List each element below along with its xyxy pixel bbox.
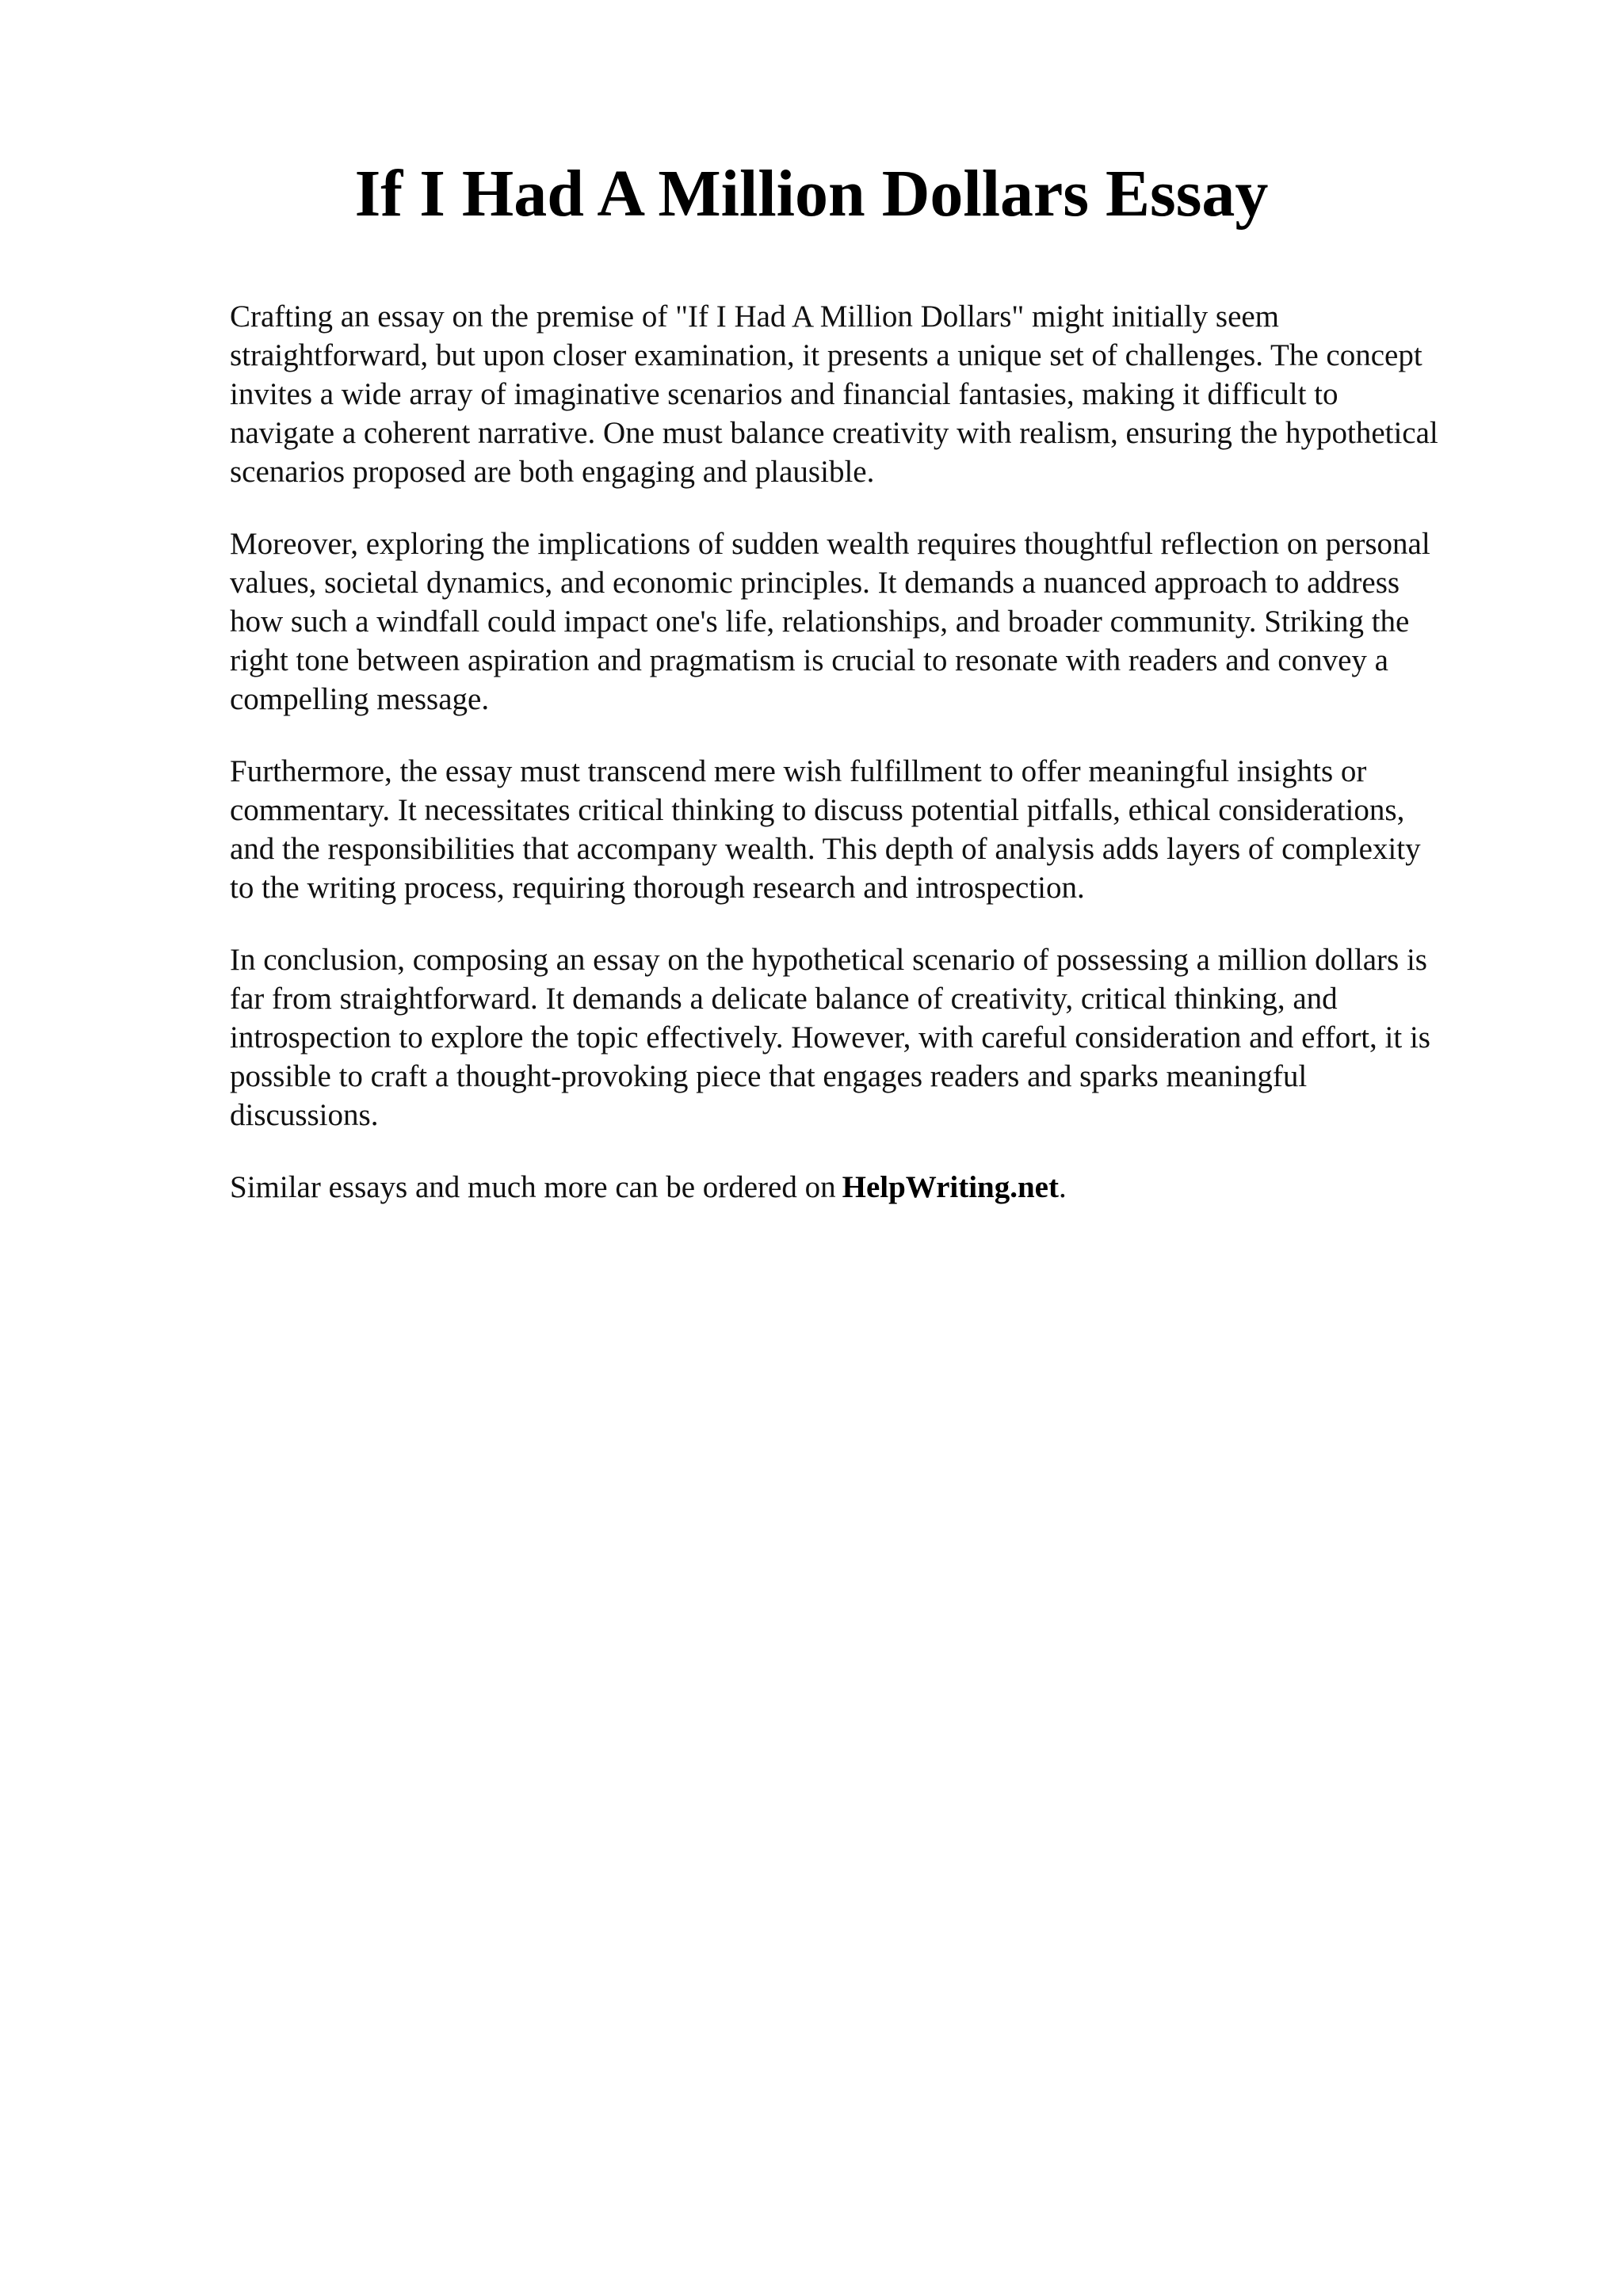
order-cta [230,1168,1522,1207]
text-line: navigate a coherent narrative. One must balance creativity with realism, ensuring the hypothetical [230,416,1438,450]
text-line: and the responsibilities that accompany wealth. This depth of analysis adds layers of complexity [230,832,1421,866]
text-line: straightforward, but upon closer examination, it presents a unique set of challenges. The concept [230,338,1423,372]
text-line: right tone between aspiration and pragmatism is crucial to resonate with readers and convey a [230,643,1388,677]
text-line: introspection to explore the topic effectively. However, with careful consideration and effort, it is [230,1020,1430,1055]
text-line: discussions. [230,1098,379,1132]
text-line: invites a wide array of imaginative scenarios and financial fantasies, making it difficult to [230,377,1338,411]
brand-link[interactable]: HelpWriting.net [842,1170,1059,1204]
paragraph-2 [230,524,1522,719]
paragraph-1 [230,297,1522,491]
text-line: to the writing process, requiring thorough research and introspection. [230,871,1085,905]
text-line: Crafting an essay on the premise of "If I Had A Million Dollars" might initially seem [230,299,1280,334]
text-line: Furthermore, the essay must transcend mere wish fulfillment to offer meaningful insights or [230,754,1367,788]
text-line: Moreover, exploring the implications of sudden wealth requires thoughtful reflection on personal [230,527,1430,561]
text-line: compelling message. [230,682,490,716]
essay-body [230,297,1522,1207]
text-line: scenarios proposed are both engaging and plausible. [230,455,875,489]
paragraph-4 [230,940,1522,1135]
paragraph-3 [230,752,1522,907]
text-line: commentary. It necessitates critical thinking to discuss potential pitfalls, ethical considerations, [230,793,1405,827]
text-line: how such a windfall could impact one's life, relationships, and broader community. Striking the [230,605,1410,639]
cta-text: Similar essays and much more can be ordered on [230,1170,836,1204]
text-line: values, societal dynamics, and economic principles. It demands a nuanced approach to address [230,566,1400,600]
text-line: far from straightforward. It demands a delicate balance of creativity, critical thinking, and [230,982,1338,1016]
text-line: In conclusion, composing an essay on the hypothetical scenario of possessing a million dollars is [230,943,1427,977]
page-title: If I Had A Million Dollars Essay [354,157,1269,231]
cta-period: . [1058,1170,1067,1204]
text-line: possible to craft a thought-provoking piece that engages readers and sparks meaningful [230,1059,1308,1093]
